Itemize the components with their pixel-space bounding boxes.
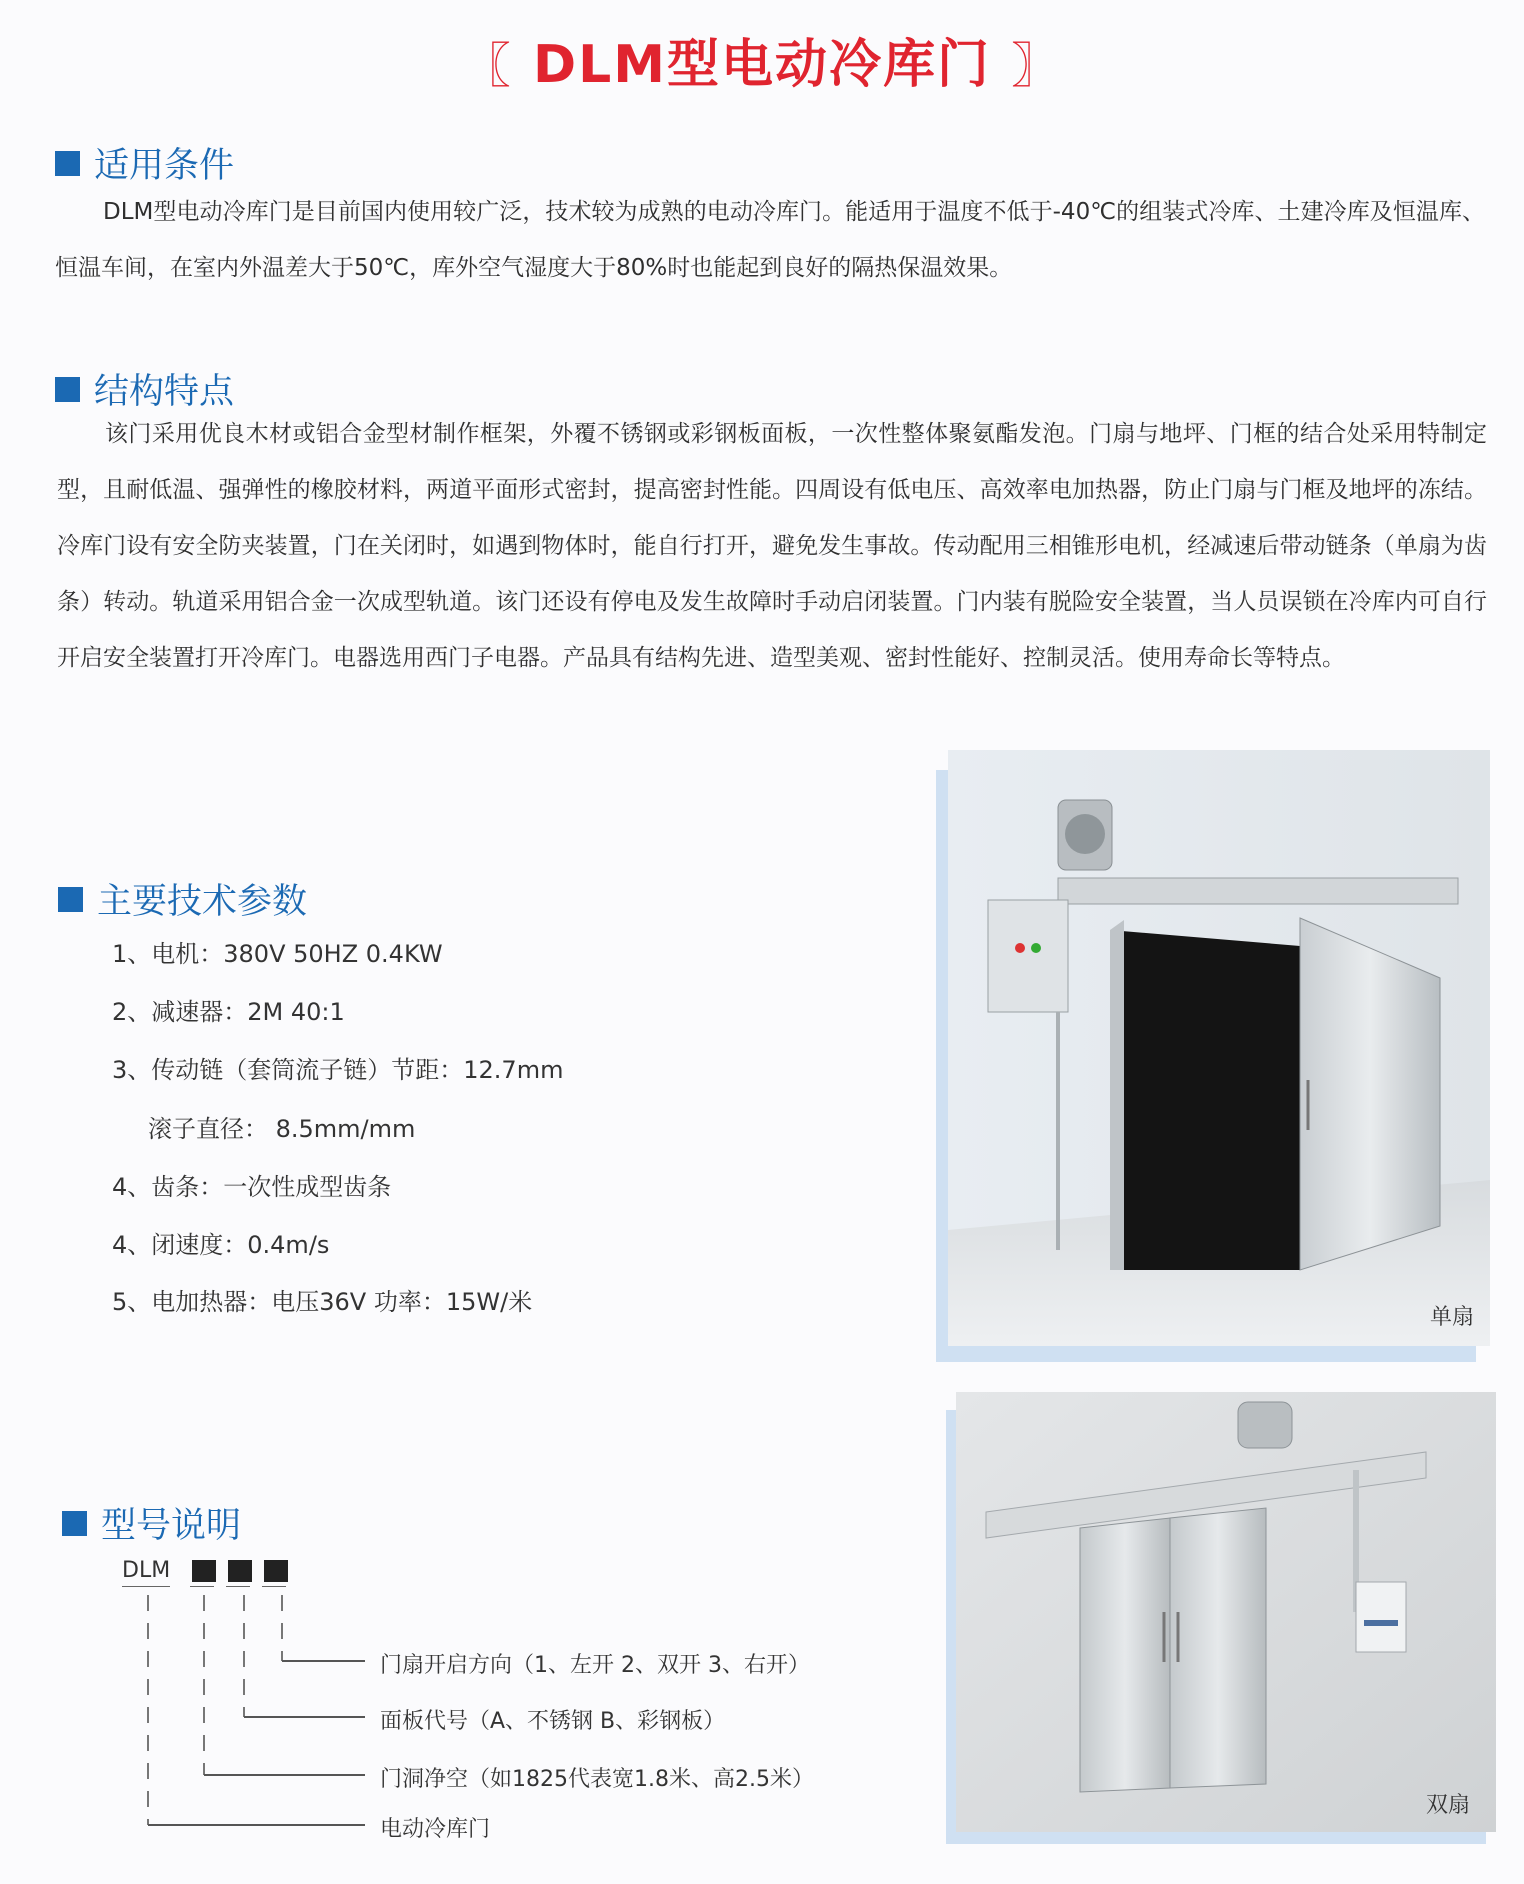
single-door-photo bbox=[948, 750, 1490, 1346]
section-heading-model bbox=[62, 1498, 241, 1548]
spec-item: 4、闭速度：0.4m/s bbox=[112, 1231, 330, 1259]
spec-item: 滚子直径： 8.5mm/mm bbox=[148, 1115, 416, 1143]
model-label-product: 电动冷库门 bbox=[380, 1817, 491, 1842]
model-label-panel: 面板代号（A、不锈钢 B、彩钢板） bbox=[380, 1709, 726, 1734]
single-door-caption: 单扇 bbox=[1430, 1305, 1475, 1330]
double-door-caption: 双扇 bbox=[1426, 1793, 1471, 1818]
heading-text: 结构特点 bbox=[94, 372, 235, 412]
spec-item: 3、传动链（套筒流子链）节距：12.7mm bbox=[112, 1056, 564, 1084]
heading-text: 主要技术参数 bbox=[97, 882, 308, 922]
divider bbox=[262, 1586, 286, 1587]
model-code bbox=[122, 1558, 170, 1583]
spec-item: 1、电机：380V 50HZ 0.4KW bbox=[112, 940, 443, 968]
bullet-square-icon bbox=[58, 887, 83, 912]
spec-item: 4、齿条：一次性成型齿条 bbox=[112, 1173, 392, 1201]
model-tree-lines bbox=[140, 1595, 380, 1845]
placeholder-block bbox=[264, 1560, 288, 1582]
bullet-square-icon bbox=[55, 377, 80, 402]
title-open-bracket: 〖 bbox=[462, 38, 513, 94]
divider bbox=[190, 1586, 214, 1587]
divider bbox=[226, 1586, 250, 1587]
placeholder-block bbox=[192, 1560, 216, 1582]
double-door-photo bbox=[956, 1392, 1496, 1832]
model-prefix: DLM bbox=[122, 1558, 171, 1583]
structure-paragraph: 该门采用优良木材或铝合金型材制作框架，外覆不锈钢或彩钢板面板，一次性整体聚氨酯发泡。门扇与地坪、门框的结合处采用特制定型，且耐低温、强弹性的橡胶材料，两道平面形式密封，提高密封性能。四周设有低电压、高效率电加热器，防止门扇与门框及地坪的冻结。冷库门设有安全防夹装置，门在关闭时，如遇到物体时，能自行打开，避免发生事故。传动配用三相锥形电机，经减速后带动链条（单扇为齿条）转动。轨道采用铝合金一次成型轨道。该门还设有停电及发生故障时手动启闭装置。门内装有脱险安全装置，当人员误锁在冷库内可自行开启安全装置打开冷库门。电器选用西门子电器。产品具有结构先进、造型美观、密封性能好、控制灵活。使用寿命长等特点。 bbox=[57, 421, 1487, 671]
section-heading-conditions bbox=[55, 138, 234, 188]
model-placeholder-blocks bbox=[192, 1560, 300, 1586]
title-text: DLM型电动冷库门 bbox=[532, 35, 992, 95]
heading-text: 型号说明 bbox=[101, 1506, 242, 1546]
page-title bbox=[0, 22, 1524, 97]
model-label-opening: 门洞净空（如1825代表宽1.8米、高2.5米） bbox=[380, 1767, 814, 1792]
spec-item: 2、减速器：2M 40:1 bbox=[112, 998, 345, 1026]
spec-item: 5、电加热器：电压36V 功率：15W/米 bbox=[112, 1288, 533, 1316]
divider bbox=[122, 1586, 170, 1587]
placeholder-block bbox=[228, 1560, 252, 1582]
conditions-paragraph: DLM型电动冷库门是目前国内使用较广泛，技术较为成熟的电动冷库门。能适用于温度不低于-40℃的组装式冷库、土建冷库及恒温库、恒温车间，在室内外温差大于50℃，库外空气湿度大于80%时也能起到良好的隔热保温效果。 bbox=[55, 199, 1485, 281]
section-heading-specs bbox=[58, 874, 307, 924]
heading-text: 适用条件 bbox=[94, 146, 235, 186]
bullet-square-icon bbox=[62, 1511, 87, 1536]
bullet-square-icon bbox=[55, 151, 80, 176]
model-label-direction: 门扇开启方向（1、左开 2、双开 3、右开） bbox=[380, 1653, 810, 1678]
title-close-bracket: 〗 bbox=[1011, 38, 1062, 94]
